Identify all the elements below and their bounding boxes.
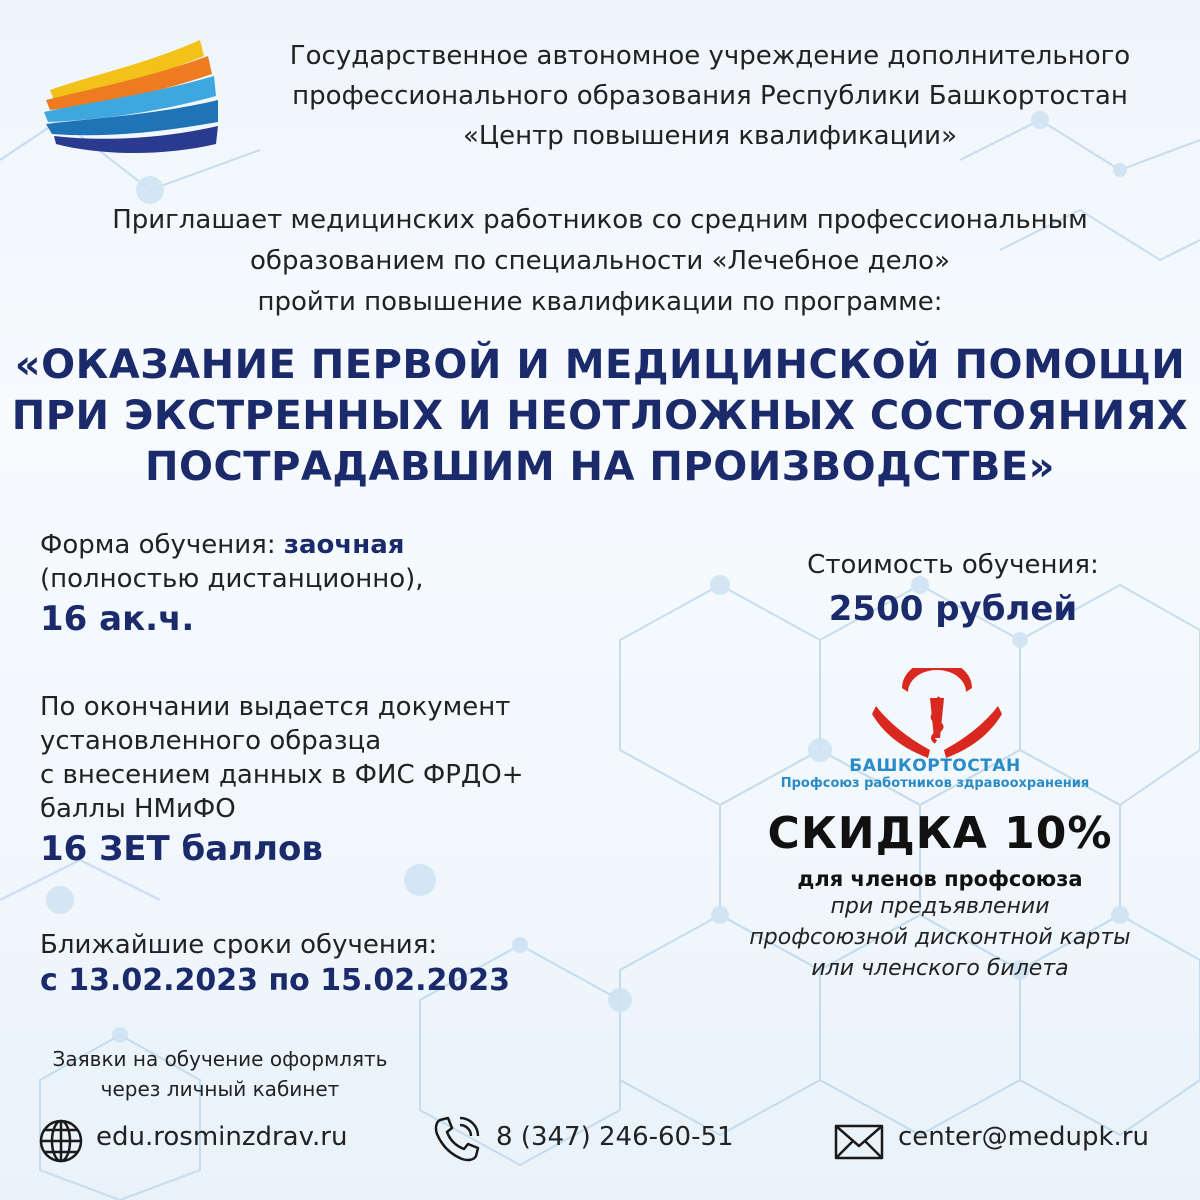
- intro-line: образованием по специальности «Лечебное дело»: [250, 246, 950, 276]
- price-label: Стоимость обучения:: [807, 550, 1099, 580]
- study-hours: 16 ак.ч.: [40, 599, 195, 639]
- program-line: ПРИ ЭКСТРЕННЫХ И НЕОТЛОЖНЫХ СОСТОЯНИЯХ: [11, 393, 1189, 439]
- discount-condition: или членского билета: [811, 956, 1069, 981]
- org-line: Государственное автономное учреждение дополнительного: [289, 41, 1131, 71]
- study-dates: [40, 928, 600, 1000]
- union-title: БАШКОРТОСТАН: [849, 756, 1021, 776]
- email-link[interactable]: center@medupk.ru: [898, 1122, 1149, 1152]
- dates-label: Ближайшие сроки обучения:: [40, 930, 438, 960]
- caduceus-hands-emblem: [872, 668, 1002, 760]
- invitation-text: [20, 200, 1180, 323]
- study-form-note: (полностью дистанционно),: [40, 564, 424, 594]
- envelope-icon: [834, 1124, 884, 1160]
- applications-line: Заявки на обучение оформлять: [52, 1047, 388, 1071]
- program-line: «ОКАЗАНИЕ ПЕРВОЙ И МЕДИЦИНСКОЙ ПОМОЩИ: [14, 342, 1186, 388]
- organization-name: [240, 36, 1180, 156]
- study-form-value: заочная: [283, 530, 405, 560]
- website-link[interactable]: edu.rosminzdrav.ru: [96, 1122, 348, 1152]
- program-line: ПОСТРАДАВШИМ НА ПРОИЗВОДСТВЕ»: [144, 444, 1056, 490]
- document-info: [40, 690, 600, 870]
- discount-condition: профсоюзной дисконтной карты: [749, 925, 1131, 950]
- study-form: [40, 528, 560, 640]
- discount-condition: при предъявлении: [830, 894, 1050, 919]
- union-subtitle: Профсоюз работников здравоохранения: [780, 776, 1090, 791]
- org-line: «Центр повышения квалификации»: [463, 121, 957, 151]
- discount-value: СКИДКА 10%: [767, 808, 1113, 859]
- phone-link[interactable]: 8 (347) 246-60-51: [496, 1122, 734, 1152]
- org-line: профессионального образования Республики Башкортостан: [292, 81, 1128, 111]
- book-pages-logo: [36, 34, 226, 154]
- discount-block: [700, 808, 1180, 984]
- dates-value: с 13.02.2023 по 15.02.2023: [40, 963, 511, 998]
- discount-members: для членов профсоюза: [797, 867, 1083, 891]
- applications-line: через личный кабинет: [100, 1077, 340, 1101]
- union-logo-text: [760, 756, 1110, 791]
- document-line: установленного образца: [40, 726, 382, 756]
- globe-icon: [38, 1118, 84, 1164]
- intro-line: пройти повышение квалификации по программе:: [257, 287, 943, 317]
- study-form-label: Форма обучения:: [40, 530, 284, 560]
- points-value: 16 ЗЕТ баллов: [40, 829, 323, 869]
- document-line: баллы НМиФО: [40, 794, 236, 824]
- phone-icon: [432, 1114, 482, 1164]
- intro-line: Приглашает медицинских работников со средним профессиональным: [112, 205, 1088, 235]
- document-line: с внесением данных в ФИС ФРДО+: [40, 760, 524, 790]
- price-value: 2500 рублей: [828, 589, 1078, 629]
- program-title: [0, 340, 1200, 493]
- price-block: [740, 548, 1166, 630]
- applications-note: [20, 1044, 420, 1104]
- document-line: По окончании выдается документ: [40, 692, 511, 722]
